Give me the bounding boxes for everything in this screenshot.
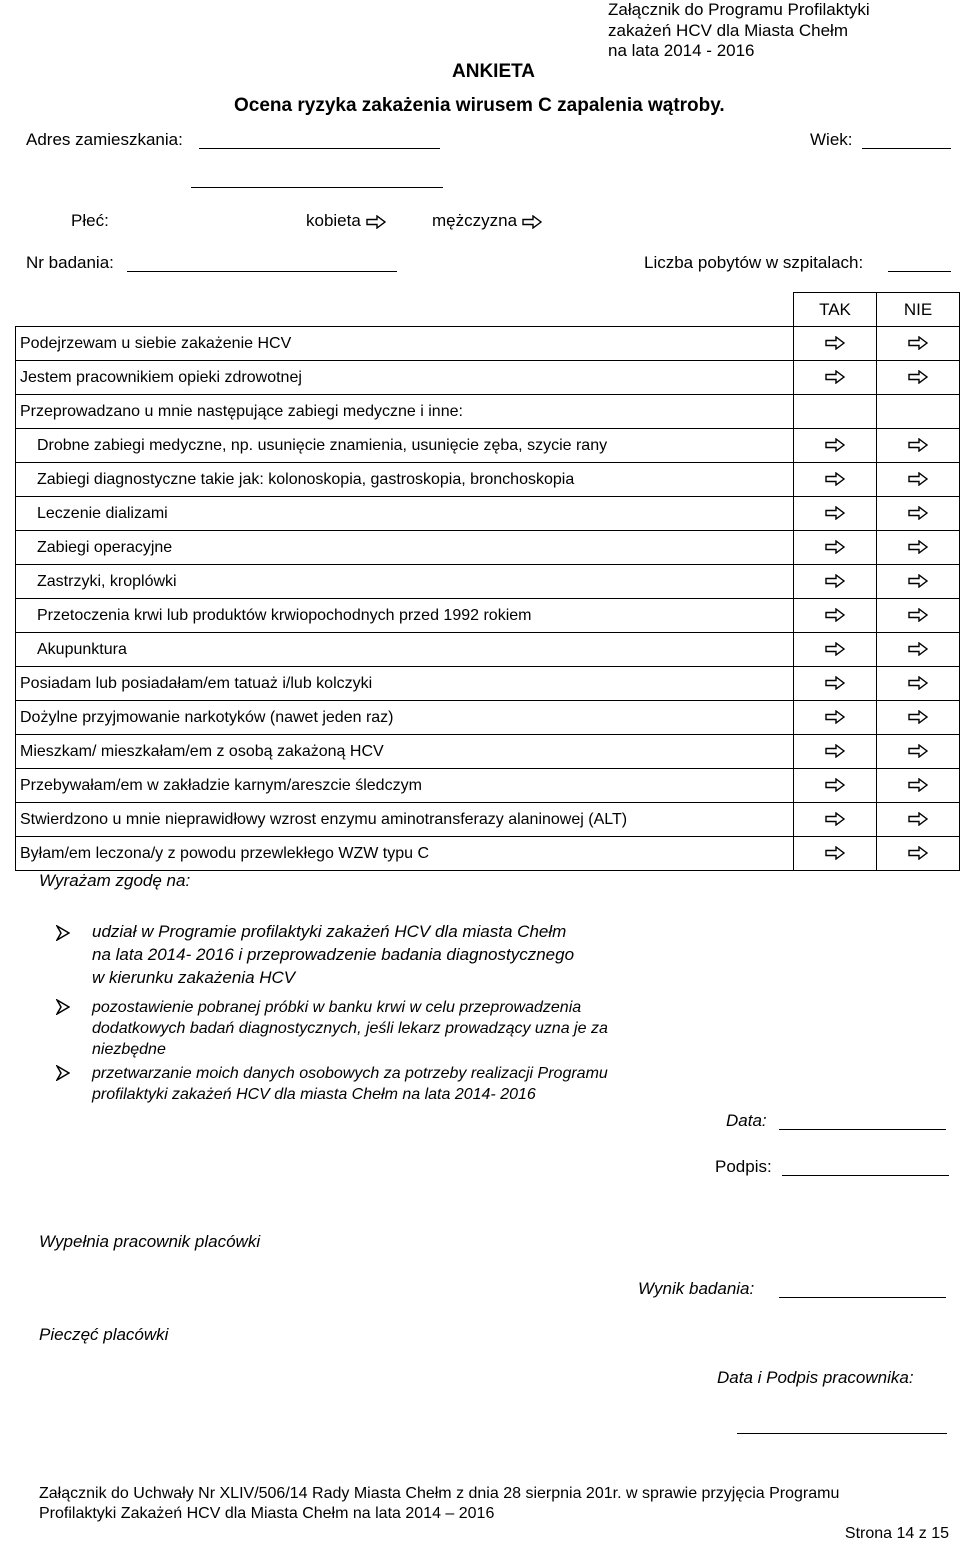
consent-line: na lata 2014- 2016 i przeprowadzenie badania diagnostycznego (92, 945, 575, 964)
hospital-stays-label: Liczba pobytów w szpitalach: (644, 253, 864, 272)
outline-right-arrow-icon[interactable] (908, 438, 928, 452)
annex-line: na lata 2014 - 2016 (608, 41, 755, 60)
outline-right-arrow-icon[interactable] (908, 812, 928, 826)
outline-right-arrow-icon[interactable] (825, 336, 845, 350)
signature-field[interactable] (782, 1175, 949, 1176)
outline-right-arrow-icon[interactable] (908, 608, 928, 622)
outline-right-arrow-icon[interactable] (908, 540, 928, 554)
question-text: Przetoczenia krwi lub produktów krwiopochodnych przed 1992 rokiem (16, 599, 794, 633)
table-row (16, 633, 960, 667)
signature-label: Podpis: (715, 1157, 772, 1176)
table-row (16, 735, 960, 769)
outline-right-arrow-icon[interactable] (825, 438, 845, 452)
answer-no-cell[interactable] (877, 531, 960, 565)
answer-yes-cell[interactable] (794, 769, 877, 803)
arrowhead-bullet-icon (56, 925, 70, 941)
consent-line: w kierunku zakażenia HCV (92, 968, 296, 987)
answer-no-cell[interactable] (877, 361, 960, 395)
age-field[interactable] (862, 148, 951, 149)
consent-line: niezbędne (92, 1041, 166, 1058)
outline-right-arrow-icon[interactable] (908, 574, 928, 588)
outline-right-arrow-icon[interactable] (908, 642, 928, 656)
answer-yes-cell[interactable] (794, 497, 877, 531)
answer-no-cell[interactable] (877, 497, 960, 531)
table-row (16, 429, 960, 463)
form-title: ANKIETA (452, 61, 536, 82)
question-text: Przebywałam/em w zakładzie karnym/areszcie śledczym (16, 769, 794, 803)
answer-yes-cell[interactable] (794, 803, 877, 837)
outline-right-arrow-icon[interactable] (522, 215, 542, 229)
table-row (16, 463, 960, 497)
consent-line: udział w Programie profilaktyki zakażeń HCV dla miasta Chełm (92, 922, 567, 941)
outline-right-arrow-icon[interactable] (825, 574, 845, 588)
question-text: Zabiegi diagnostyczne takie jak: kolonoskopia, gastroskopia, bronchoskopia (16, 463, 794, 497)
sex-label: Płeć: (71, 211, 109, 230)
exam-no-field[interactable] (127, 271, 397, 272)
answer-no-cell[interactable] (877, 327, 960, 361)
risk-questionnaire-table (15, 292, 960, 871)
question-text: Stwierdzono u mnie nieprawidłowy wzrost enzymu aminotransferazy alaninowej (ALT) (16, 803, 794, 837)
footer-resolution (39, 1484, 839, 1524)
answer-yes-cell[interactable] (794, 701, 877, 735)
answer-yes-cell[interactable] (794, 837, 877, 871)
answer-yes-cell[interactable] (794, 429, 877, 463)
table-row (16, 803, 960, 837)
date-field[interactable] (779, 1129, 946, 1130)
table-row (16, 395, 960, 429)
consent-item-program (92, 920, 574, 989)
outline-right-arrow-icon[interactable] (825, 370, 845, 384)
arrowhead-bullet-icon (56, 1065, 70, 1081)
table-row (16, 769, 960, 803)
form-subtitle: Ocena ryzyka zakażenia wirusem C zapalenia wątroby. (234, 95, 725, 116)
sex-option-male[interactable] (432, 211, 542, 231)
outline-right-arrow-icon[interactable] (825, 710, 845, 724)
answer-yes-cell[interactable] (794, 531, 877, 565)
date-label: Data: (726, 1111, 767, 1130)
address-field-line2[interactable] (191, 187, 443, 188)
answer-no-cell[interactable] (877, 701, 960, 735)
question-text: Leczenie dializami (16, 497, 794, 531)
address-label: Adres zamieszkania: (26, 130, 183, 149)
staff-date-signature-field[interactable] (737, 1433, 947, 1434)
female-label: kobieta (306, 211, 361, 230)
outline-right-arrow-icon[interactable] (908, 506, 928, 520)
answer-no-cell[interactable] (877, 565, 960, 599)
answer-yes-cell[interactable] (794, 735, 877, 769)
exam-no-label: Nr badania: (26, 253, 114, 272)
outline-right-arrow-icon[interactable] (908, 710, 928, 724)
question-text: Dożylne przyjmowanie narkotyków (nawet jeden raz) (16, 701, 794, 735)
consent-line: przetwarzanie moich danych osobowych za potrzeby realizacji Programu (92, 1065, 608, 1082)
header-empty-cell (16, 293, 794, 327)
annex-line: zakażeń HCV dla Miasta Chełm (608, 20, 848, 40)
facility-stamp-label: Pieczęć placówki (39, 1325, 169, 1344)
table-row (16, 361, 960, 395)
male-label: mężczyzna (432, 211, 518, 230)
question-text: Posiadam lub posiadałam/em tatuaż i/lub kolczyki (16, 667, 794, 701)
question-text: Mieszkam/ mieszkałam/em z osobą zakażoną HCV (16, 735, 794, 769)
outline-right-arrow-icon[interactable] (366, 215, 386, 229)
consent-line: profilaktyki zakażeń HCV dla miasta Chełm na lata 2014- 2016 (92, 1086, 536, 1103)
consent-item-data (92, 1063, 608, 1105)
filled-by-staff-label: Wypełnia pracownik placówki (39, 1232, 261, 1251)
answer-yes-cell[interactable] (794, 667, 877, 701)
answer-yes-cell[interactable] (794, 565, 877, 599)
outline-right-arrow-icon[interactable] (825, 506, 845, 520)
consent-line: dodatkowych badań diagnostycznych, jeśli lekarz prowadzący uzna je za (92, 1020, 608, 1037)
outline-right-arrow-icon[interactable] (908, 744, 928, 758)
consent-item-sample (92, 997, 608, 1060)
outline-right-arrow-icon[interactable] (908, 370, 928, 384)
exam-result-label: Wynik badania: (638, 1279, 755, 1298)
table-row (16, 497, 960, 531)
outline-right-arrow-icon[interactable] (825, 812, 845, 826)
table-row (16, 531, 960, 565)
answer-no-cell[interactable] (877, 803, 960, 837)
question-text: Podejrzewam u siebie zakażenie HCV (16, 327, 794, 361)
question-text: Przeprowadzano u mnie następujące zabiegi medyczne i inne: (16, 395, 794, 429)
answer-no-cell[interactable] (877, 463, 960, 497)
consent-line: pozostawienie pobranej próbki w banku krwi w celu przeprowadzenia (92, 999, 582, 1016)
arrowhead-bullet-icon (56, 999, 70, 1015)
age-label: Wiek: (810, 130, 853, 149)
table-row (16, 599, 960, 633)
outline-right-arrow-icon[interactable] (825, 778, 845, 792)
sex-option-female[interactable] (306, 211, 386, 231)
outline-right-arrow-icon[interactable] (825, 642, 845, 656)
question-text: Zastrzyki, kroplówki (16, 565, 794, 599)
answer-yes-cell[interactable] (794, 327, 877, 361)
column-header-yes: TAK (794, 293, 877, 327)
table-header-row (16, 293, 960, 327)
annex-note (608, 0, 870, 62)
outline-right-arrow-icon[interactable] (908, 846, 928, 860)
answer-no-cell[interactable] (877, 599, 960, 633)
table-row (16, 837, 960, 871)
outline-right-arrow-icon[interactable] (825, 744, 845, 758)
answer-yes-cell[interactable] (794, 633, 877, 667)
consent-heading: Wyrażam zgodę na: (39, 871, 191, 890)
question-text: Byłam/em leczona/y z powodu przewlekłego WZW typu C (16, 837, 794, 871)
question-text: Zabiegi operacyjne (16, 531, 794, 565)
outline-right-arrow-icon[interactable] (908, 676, 928, 690)
outline-right-arrow-icon[interactable] (825, 540, 845, 554)
answer-yes-cell (794, 395, 877, 429)
answer-no-cell[interactable] (877, 633, 960, 667)
answer-yes-cell[interactable] (794, 361, 877, 395)
outline-right-arrow-icon[interactable] (825, 846, 845, 860)
table-row (16, 565, 960, 599)
question-text: Akupunktura (16, 633, 794, 667)
footer-line: Załącznik do Uchwały Nr XLIV/506/14 Rady Miasta Chełm z dnia 28 sierpnia 201r. w sprawie przyjęcia Programu (39, 1485, 840, 1502)
answer-no-cell (877, 395, 960, 429)
answer-yes-cell[interactable] (794, 599, 877, 633)
answer-no-cell[interactable] (877, 735, 960, 769)
annex-line: Załącznik do Programu Profilaktyki (608, 0, 870, 19)
outline-right-arrow-icon[interactable] (908, 778, 928, 792)
answer-no-cell[interactable] (877, 667, 960, 701)
question-text: Jestem pracownikiem opieki zdrowotnej (16, 361, 794, 395)
answer-no-cell[interactable] (877, 837, 960, 871)
outline-right-arrow-icon[interactable] (825, 608, 845, 622)
outline-right-arrow-icon[interactable] (908, 336, 928, 350)
outline-right-arrow-icon[interactable] (825, 472, 845, 486)
outline-right-arrow-icon[interactable] (908, 472, 928, 486)
hospital-stays-field[interactable] (888, 271, 951, 272)
exam-result-field[interactable] (779, 1297, 946, 1298)
page-number: Strona 14 z 15 (844, 1525, 949, 1542)
staff-date-signature-label: Data i Podpis pracownika: (717, 1368, 914, 1387)
answer-no-cell[interactable] (877, 429, 960, 463)
answer-no-cell[interactable] (877, 769, 960, 803)
column-header-no: NIE (877, 293, 960, 327)
footer-line: Profilaktyki Zakażeń HCV dla Miasta Chełm na lata 2014 – 2016 (39, 1505, 495, 1522)
table-row (16, 327, 960, 361)
table-row (16, 667, 960, 701)
outline-right-arrow-icon[interactable] (825, 676, 845, 690)
table-row (16, 701, 960, 735)
question-text: Drobne zabiegi medyczne, np. usunięcie znamienia, usunięcie zęba, szycie rany (16, 429, 794, 463)
answer-yes-cell[interactable] (794, 463, 877, 497)
address-field[interactable] (199, 148, 440, 149)
